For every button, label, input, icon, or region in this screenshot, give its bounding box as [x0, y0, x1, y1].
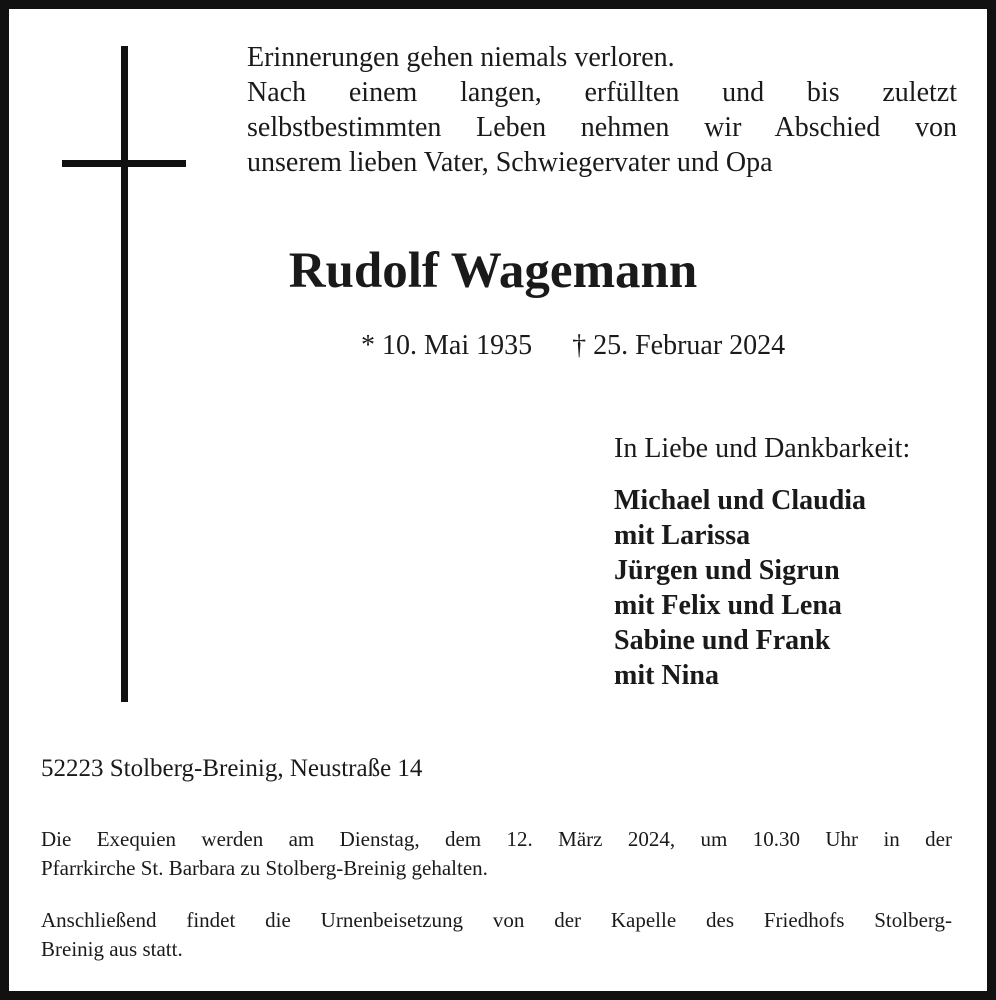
intro-line-1: Erinnerungen gehen niemals verloren.: [247, 42, 675, 73]
mourner-line: mit Nina: [614, 660, 719, 691]
cross-horizontal-bar: [62, 160, 186, 167]
cross-vertical-bar: [121, 46, 128, 702]
funeral-notice: [41, 825, 952, 883]
life-dates: [361, 327, 785, 365]
burial-notice: [41, 906, 952, 964]
mourner-line: mit Larissa: [614, 520, 751, 551]
family-address: 52223 Stolberg-Breinig, Neustraße 14: [41, 755, 423, 782]
mourner-line: Jürgen und Sigrun: [614, 555, 840, 586]
intro-text: [247, 40, 957, 180]
mourner-line: Michael und Claudia: [614, 485, 867, 516]
mourner-line: Sabine und Frank: [614, 625, 831, 656]
burial-notice-line-1: Anschließend findet die Urnenbeisetzung von der Kapelle des Friedhofs Stolberg-: [41, 908, 952, 932]
burial-notice-line-2: Breinig aus statt.: [41, 937, 183, 961]
funeral-notice-line-1: Die Exequien werden am Dienstag, dem 12. März 2024, um 10.30 Uhr in der: [41, 827, 952, 851]
deceased-name-block: [247, 241, 957, 301]
deceased-name: Rudolf Wagemann: [288, 243, 698, 299]
intro-line-2: Nach einem langen, erfüllten und bis zuletzt: [247, 77, 957, 108]
mourners-heading: In Liebe und Dankbarkeit:: [614, 433, 911, 464]
mourners-list: [614, 483, 866, 693]
death-date: † 25. Februar 2024: [572, 330, 786, 361]
intro-line-4: unserem lieben Vater, Schwiegervater und Opa: [247, 147, 773, 178]
mourner-line: mit Felix und Lena: [614, 590, 842, 621]
intro-line-3: selbstbestimmten Leben nehmen wir Abschied von: [247, 112, 957, 143]
birth-date: * 10. Mai 1935: [361, 330, 533, 361]
funeral-notice-line-2: Pfarrkirche St. Barbara zu Stolberg-Breinig gehalten.: [41, 856, 488, 880]
